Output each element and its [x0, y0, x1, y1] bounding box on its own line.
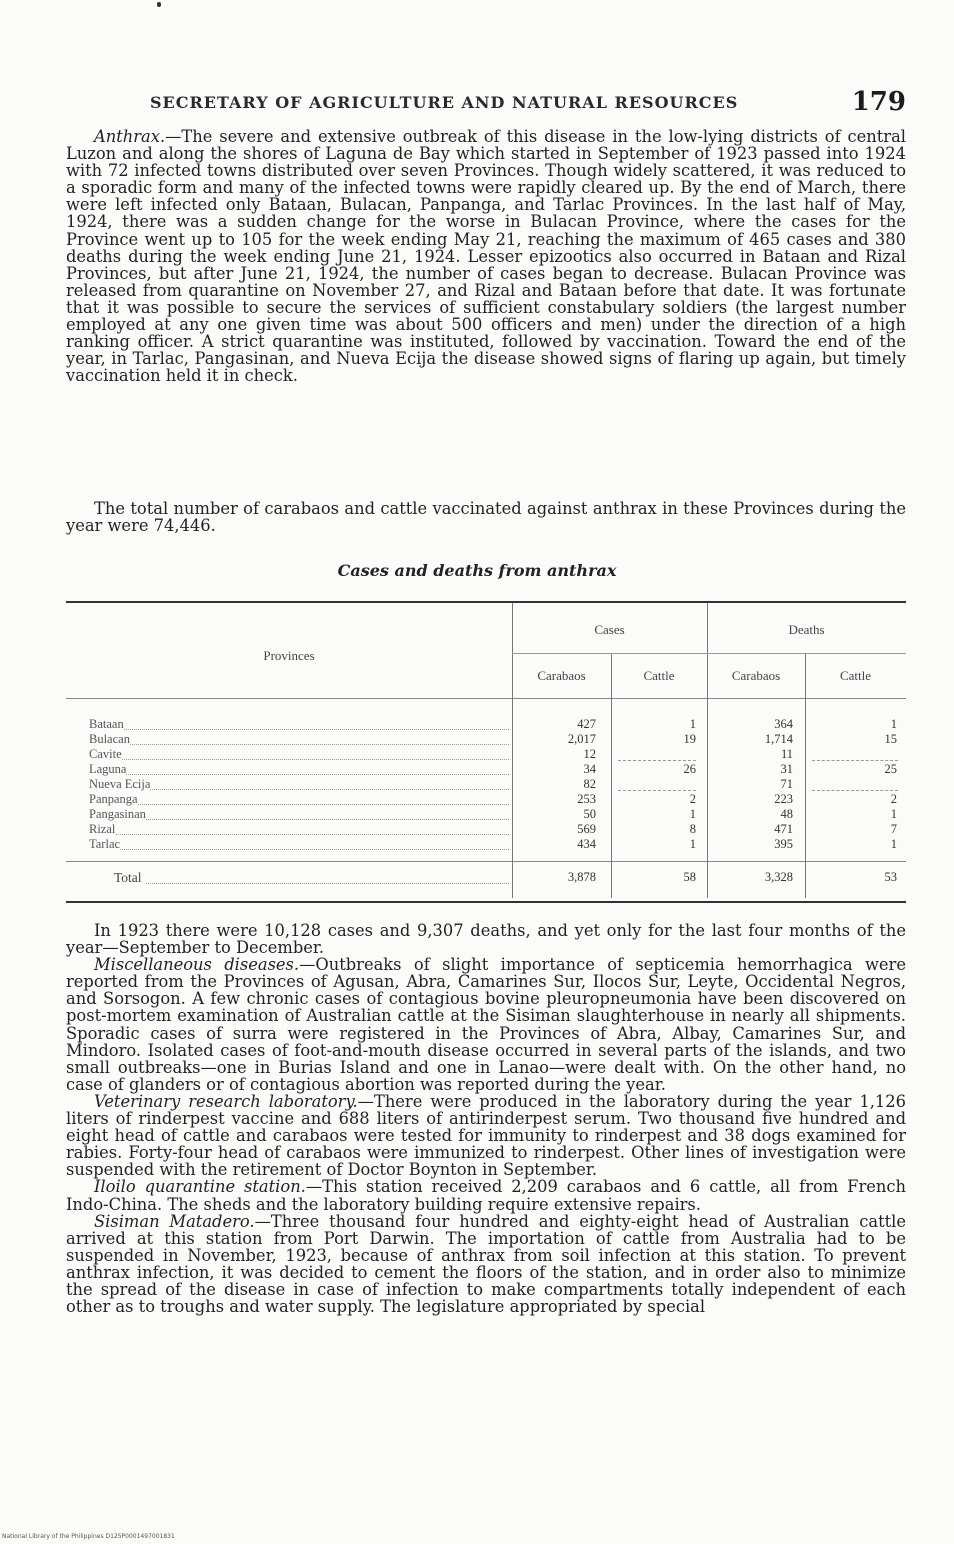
paragraph-veterinary-laboratory — [66, 1093, 906, 1178]
province-name: Cavite — [89, 747, 122, 761]
total-cases-carabaos: 3,878 — [567, 870, 596, 884]
anthrax-table — [66, 598, 906, 904]
header-deaths: Deaths — [788, 622, 825, 637]
empty-cell-dash — [618, 790, 696, 791]
province-name: Laguna — [89, 762, 127, 776]
cell-deaths-carabaos: 395 — [774, 837, 793, 851]
province-name: Tarlac — [89, 837, 121, 851]
paragraph-lead: Iloilo quarantine station. — [94, 1177, 306, 1197]
province-name: Nueva Ecija — [89, 777, 151, 791]
cell-cases-cattle: 26 — [683, 762, 696, 776]
cell-cases-carabaos: 434 — [577, 837, 596, 851]
cell-cases-carabaos: 34 — [583, 762, 596, 776]
empty-cell-dash — [618, 760, 696, 761]
row-leader — [89, 834, 509, 835]
table-row-province — [89, 762, 126, 777]
cell-deaths-carabaos: 48 — [780, 807, 793, 821]
cell-deaths-cattle: 15 — [884, 732, 897, 746]
table-row-province — [89, 822, 115, 837]
province-name: Panpanga — [89, 792, 138, 806]
cell-cases-carabaos: 569 — [577, 822, 596, 836]
cell-cases-cattle: 1 — [689, 837, 696, 851]
cell-cases-cattle: 8 — [689, 822, 696, 836]
paragraph-text: —There were produced in the laboratory during the year 1,126 liters of rinderpest vaccine and 688 liters of antirinderpest serum. Two thousand five hundred and eight head of cattle and carabaos were tested for immunity to rinderpest and 38 dogs examined for rabies. Forty-four head of carabaos were immunized to rinderpest. Other lines of investigation were suspended with the retirement of Doctor Boynton in September. — [66, 1091, 906, 1180]
paragraph-lead: Anthrax. — [94, 127, 166, 146]
province-name: Bataan — [89, 717, 124, 731]
header-cases-carabaos: Carabaos — [537, 668, 586, 683]
row-leader — [89, 819, 509, 820]
table-rule-bottom — [66, 901, 906, 903]
cell-deaths-carabaos: 1,714 — [764, 732, 793, 746]
total-deaths-carabaos: 3,328 — [764, 870, 793, 884]
table-row-province — [89, 807, 146, 822]
province-name: Rizal — [89, 822, 116, 836]
cell-deaths-cattle: 7 — [890, 822, 897, 836]
table-rule-top — [66, 601, 906, 603]
table-row-province — [89, 777, 150, 792]
paragraph-text: —Three thousand four hundred and eighty-eight head of Australian cattle arrived at this station from Port Darwin. The importation of cattle from Australia had to be suspended in November, 1923, because of anthrax from soil infection at this station. To prevent anthrax infection, it was decided to cement the floors of the station, and in order also to minimize the spread of the disease in case of infection to make compartments totally independent of each other as to troughs and water supply. The legislature appropriated by special — [66, 1211, 906, 1317]
speck — [157, 2, 161, 7]
cell-cases-carabaos: 253 — [577, 792, 596, 806]
table-row-province — [89, 837, 120, 852]
paragraph-vaccinated-total — [66, 500, 906, 534]
cell-cases-cattle: 1 — [689, 807, 696, 821]
cell-deaths-carabaos: 11 — [780, 747, 793, 761]
cell-cases-carabaos: 427 — [577, 717, 596, 731]
empty-cell-dash — [812, 760, 898, 761]
cell-cases-cattle: 2 — [689, 792, 696, 806]
row-leader — [89, 759, 509, 760]
row-leader — [89, 849, 509, 850]
header-deaths-cattle: Cattle — [839, 668, 872, 683]
paragraph-text: —This station received 2,209 carabaos and 6 cattle, all from French Indo-China. The sheds and the laboratory building require extensive repairs. — [66, 1177, 906, 1214]
header-cases-cattle: Cattle — [643, 668, 675, 683]
row-leader — [89, 774, 509, 775]
cell-cases-carabaos: 50 — [583, 807, 596, 821]
table-row-province — [89, 717, 124, 732]
row-leader — [89, 789, 509, 790]
body-continued — [66, 922, 906, 1315]
cell-deaths-carabaos: 364 — [774, 717, 793, 731]
row-leader — [89, 729, 509, 730]
column-divider — [805, 654, 806, 898]
table-rule-header — [66, 698, 906, 699]
paragraph-text: —Outbreaks of slight importance of septicemia hemorrhagica were reported from the Provinces of Agusan, Abra, Camarines Sur, Ilocos Sur, Leyte, Occidental Negros, and Sorsogon. A few chronic cases of contagious bovine pleuropneumonia have been discovered on post-mortem examination of Australian cattle at the Sisiman slaughterhouse in nearly all shipments. Sporadic cases of surra were registered in the Provinces of Abra, Albay, Camarines Sur, and Mindoro. Isolated cases of foot-and-mouth disease occurred in several parts of the islands, and two small outbreaks—one in Burias Island and one in Lanao—were dealt with. On the other hand, no case of glanders or of contagious abortion was reported during the year. — [66, 955, 906, 1094]
column-divider — [707, 603, 708, 898]
cell-deaths-carabaos: 31 — [780, 762, 793, 776]
cell-cases-carabaos: 82 — [583, 777, 596, 791]
total-cases-cattle: 58 — [683, 870, 696, 884]
subheader-rule — [512, 653, 906, 654]
empty-cell-dash — [812, 790, 898, 791]
province-name: Bulacan — [89, 732, 130, 746]
column-divider — [512, 603, 513, 898]
cell-deaths-carabaos: 223 — [774, 792, 793, 806]
table-rule-total — [66, 861, 906, 862]
paragraph-text: In 1923 there were 10,128 cases and 9,307 deaths, and yet only for the last four months of the year—September to December. — [66, 921, 906, 958]
header-title: SECRETARY OF AGRICULTURE AND NATURAL RESOURCES — [150, 92, 739, 112]
province-name: Pangasinan — [89, 807, 146, 821]
total-deaths-cattle: 53 — [884, 870, 897, 884]
cell-deaths-carabaos: 71 — [780, 777, 793, 791]
paragraph-sisiman-matadero — [66, 1213, 906, 1316]
row-leader — [89, 744, 509, 745]
cell-cases-cattle: 1 — [689, 717, 696, 731]
table-caption: Cases and deaths from anthrax — [337, 561, 617, 580]
paragraph-lead: Miscellaneous diseases. — [94, 955, 300, 975]
header-cases: Cases — [594, 622, 625, 637]
paragraph-text: The total number of carabaos and cattle vaccinated against anthrax in these Provinces during the year were 74,446. — [66, 499, 906, 536]
row-leader — [89, 804, 509, 805]
total-label: Total — [114, 870, 145, 886]
cell-deaths-carabaos: 471 — [774, 822, 793, 836]
running-header — [150, 84, 906, 120]
column-divider — [611, 654, 612, 898]
table-row-province — [89, 747, 122, 762]
header-provinces: Provinces — [263, 648, 315, 663]
header-deaths-carabaos: Carabaos — [731, 668, 781, 683]
cell-cases-cattle: 19 — [683, 732, 696, 746]
paragraph-lead: Veterinary research laboratory. — [94, 1091, 358, 1111]
total-leader — [114, 883, 509, 884]
cell-cases-carabaos: 12 — [583, 747, 596, 761]
paragraph-1923-comparison — [66, 922, 906, 956]
cell-cases-carabaos: 2,017 — [567, 732, 596, 746]
paragraph-text: —The severe and extensive outbreak of this disease in the low-lying districts of central Luzon and along the shores of Laguna de Bay which started in September of 1923 passed into 1924 with 72 infected towns distributed over seven Provinces. Though widely scattered, it was reduced to a sporadic form and many of the infected towns were rapidly cleared up. By the end of March, there were left infected only Bataan, Bulacan, Panpanga, and Tarlac Provinces. In the last half of May, 1924, there was a sudden change for the worse in Bulacan Province, where the cases for the Province went up to 105 for the week ending May 21, reaching the maximum of 465 cases and 380 deaths during the week ending June 21, 1924. Lesser epizootics also occurred in Bataan and Rizal Provinces, but after June 21, 1924, the number of cases began to decrease. Bulacan Province was released from quarantine on November 27, and Rizal and Bataan before that date. It was fortunate that it was possible to secure the services of sufficient constabulary soldiers (the largest number employed at any one given time was about 500 officers and men) under the direction of a high ranking officer. A strict quarantine was instituted, followed by vaccination. Toward the end of the year, in Tarlac, Pangasinan, and Nueva Ecija the disease showed signs of flaring up again, but timely vaccination held it in check. — [66, 127, 906, 386]
paragraph-anthrax — [66, 128, 906, 384]
paragraph-lead: Sisiman Matadero. — [94, 1211, 255, 1231]
cell-deaths-cattle: 25 — [884, 762, 897, 776]
page-number: 179 — [851, 87, 906, 117]
cell-deaths-cattle: 1 — [890, 717, 897, 731]
cell-deaths-cattle: 1 — [890, 807, 897, 821]
table-row-province — [89, 732, 130, 747]
paragraph-iloilo-station — [66, 1178, 906, 1212]
paragraph-miscellaneous-diseases — [66, 956, 906, 1093]
cell-deaths-cattle: 2 — [890, 792, 897, 806]
cell-deaths-cattle: 1 — [890, 837, 897, 851]
scan-footer: National Library of the Philippines D125P0001497001831 — [2, 1533, 175, 1540]
table-row-province — [89, 792, 138, 807]
